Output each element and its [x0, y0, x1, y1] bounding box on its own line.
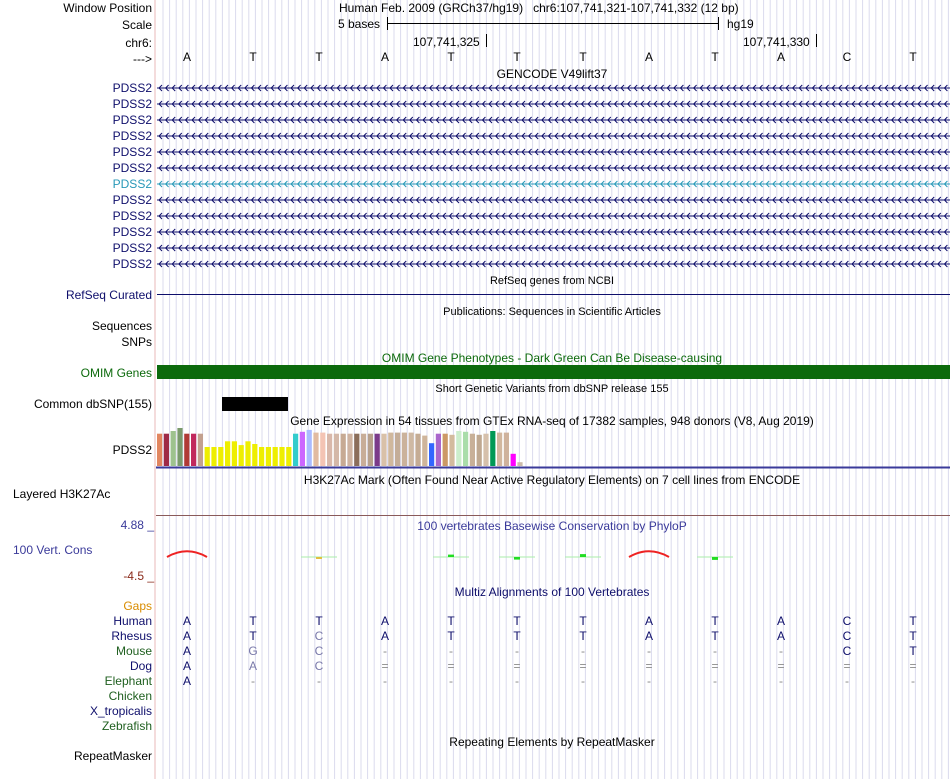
window-position-text [339, 1, 739, 15]
gencode-gene-label[interactable]: PDSS2 [112, 177, 152, 191]
assembly-name: Human Feb. 2009 (GRCh37/hg19) [339, 1, 524, 15]
publications-snps-label[interactable]: SNPs [121, 335, 152, 349]
multiz-base: - [647, 644, 651, 658]
gtex-tissue-bar[interactable] [157, 434, 162, 466]
scale-bar [388, 23, 718, 24]
multiz-base: G [248, 644, 258, 658]
gtex-tissue-bar[interactable] [477, 435, 482, 466]
multiz-base: T [579, 629, 587, 643]
dbsnp-variant[interactable] [222, 397, 288, 411]
multiz-base: T [579, 614, 587, 628]
multiz-gaps-label[interactable]: Gaps [123, 599, 152, 613]
phylop-value-mark[interactable] [580, 554, 586, 557]
multiz-base: = [711, 659, 719, 673]
gtex-tissue-bar[interactable] [266, 447, 271, 466]
multiz-species-label[interactable]: Zebrafish [101, 719, 152, 733]
gtex-tissue-bar[interactable] [293, 434, 298, 466]
gencode-track-title[interactable]: GENCODE V49lift37 [496, 67, 608, 81]
gencode-gene-label[interactable]: PDSS2 [112, 161, 152, 175]
gtex-tissue-bar[interactable] [232, 441, 237, 466]
multiz-base: = [909, 659, 917, 673]
base-letter: A [644, 50, 654, 64]
scale-label: Scale [121, 18, 152, 32]
multiz-base: A [182, 644, 192, 658]
multiz-species-label[interactable]: Human [113, 614, 152, 628]
gtex-tissue-bar[interactable] [361, 434, 366, 466]
gtex-tissue-bar[interactable] [422, 436, 427, 466]
phylop-value-mark[interactable] [167, 551, 207, 557]
multiz-base: A [380, 629, 390, 643]
multiz-base: - [449, 674, 453, 688]
gtex-tissue-bar[interactable] [320, 433, 325, 466]
multiz-base: - [251, 674, 255, 688]
base-letter: T [513, 50, 521, 64]
multiz-base: A [776, 614, 786, 628]
multiz-base: = [513, 659, 521, 673]
refseq-label[interactable]: RefSeq Curated [65, 288, 152, 302]
multiz-base: C [842, 629, 852, 643]
omim-label[interactable]: OMIM Genes [80, 366, 152, 380]
gtex-tissue-bar[interactable] [211, 447, 216, 466]
gencode-gene-label[interactable]: PDSS2 [112, 97, 152, 111]
gencode-gene-label[interactable]: PDSS2 [112, 145, 152, 159]
multiz-base: - [713, 644, 717, 658]
scale-text: 5 bases [338, 17, 381, 31]
repeatmasker-track-title[interactable]: Repeating Elements by RepeatMasker [449, 735, 655, 749]
multiz-base: - [383, 674, 387, 688]
multiz-base: - [713, 674, 717, 688]
gtex-tissue-bar[interactable] [388, 433, 393, 466]
gtex-tissue-bar[interactable] [490, 431, 495, 466]
multiz-species-label[interactable]: Rhesus [111, 629, 152, 643]
gtex-tissue-bar[interactable] [225, 441, 230, 466]
multiz-species-label[interactable]: X_tropicalis [89, 704, 152, 718]
gtex-tissue-bar[interactable] [347, 434, 352, 466]
base-letter: A [380, 50, 390, 64]
base-letter: T [711, 50, 719, 64]
gtex-tissue-bar[interactable] [456, 431, 461, 466]
multiz-base: - [779, 674, 783, 688]
multiz-species-label[interactable]: Chicken [108, 689, 152, 703]
multiz-base: A [248, 659, 258, 673]
multiz-base: T [909, 644, 917, 658]
multiz-base: C [314, 659, 324, 673]
multiz-species-label[interactable]: Elephant [104, 674, 152, 688]
phylop-label[interactable]: 100 Vert. Cons [13, 543, 93, 557]
gtex-tissue-bar[interactable] [205, 447, 210, 466]
multiz-base: C [842, 644, 852, 658]
gtex-tissue-bar[interactable] [164, 434, 169, 466]
h3k27ac-label[interactable]: Layered H3K27Ac [13, 487, 111, 501]
coord-label-2: 107,741,330 [743, 35, 810, 49]
multiz-base: T [909, 614, 917, 628]
multiz-base: A [380, 614, 390, 628]
coord-label-1: 107,741,325 [413, 35, 480, 49]
gtex-tissue-bar[interactable] [402, 433, 407, 466]
gtex-tissue-bar[interactable] [259, 447, 264, 466]
gtex-tissue-bar[interactable] [436, 434, 441, 466]
gtex-tissue-bar[interactable] [497, 433, 502, 466]
gtex-tissue-bar[interactable] [198, 434, 203, 466]
multiz-base: - [779, 644, 783, 658]
gtex-tissue-bar[interactable] [313, 433, 318, 466]
scale-bar-right-tick [718, 17, 719, 30]
base-letter: A [182, 50, 192, 64]
gtex-tissue-bar[interactable] [273, 447, 278, 466]
omim-track-title[interactable]: OMIM Gene Phenotypes - Dark Green Can Be Disease-causing [381, 351, 723, 365]
gtex-tissue-bar[interactable] [334, 434, 339, 466]
gencode-gene-label[interactable]: PDSS2 [112, 241, 152, 255]
gtex-tissue-bar[interactable] [307, 430, 312, 466]
multiz-base: A [644, 614, 654, 628]
gtex-tissue-bar[interactable] [395, 433, 400, 466]
phylop-value-mark[interactable] [448, 555, 454, 557]
multiz-base: = [777, 659, 785, 673]
multiz-base: T [249, 614, 257, 628]
dbsnp-track-title[interactable]: Short Genetic Variants from dbSNP release 155 [435, 383, 669, 395]
refseq-track-title[interactable]: RefSeq genes from NCBI [489, 275, 615, 287]
gtex-track-title[interactable]: Gene Expression in 54 tissues from GTEx RNA-seq of 17382 samples, 948 donors (V8, Aug 2019) [290, 414, 814, 428]
base-letter: T [909, 50, 917, 64]
multiz-base: C [842, 614, 852, 628]
gtex-tissue-bar[interactable] [286, 447, 291, 466]
gtex-tissue-bar[interactable] [483, 434, 488, 466]
gencode-gene-label[interactable]: PDSS2 [112, 113, 152, 127]
gtex-tissue-bar[interactable] [245, 441, 250, 466]
multiz-base: A [182, 674, 192, 688]
publications-sequences-label[interactable]: Sequences [91, 319, 152, 333]
multiz-base: T [249, 629, 257, 643]
phylop-track-title[interactable]: 100 vertebrates Basewise Conservation by PhyloP [417, 519, 687, 533]
gencode-gene-label[interactable]: PDSS2 [112, 81, 152, 95]
base-letter: C [842, 50, 852, 64]
publications-track-title[interactable]: Publications: Sequences in Scientific Articles [443, 306, 661, 318]
gtex-tissue-bar[interactable] [327, 434, 332, 466]
multiz-base: = [447, 659, 455, 673]
gencode-gene-label[interactable]: PDSS2 [112, 209, 152, 223]
phylop-min-label: -4.5 _ [123, 569, 154, 583]
scale-bar-left-tick [387, 17, 388, 30]
multiz-base: = [843, 659, 851, 673]
base-letter: A [776, 50, 786, 64]
gtex-tissue-bar[interactable] [449, 435, 454, 466]
gtex-tissue-bar[interactable] [511, 454, 516, 466]
coord-tick-2 [816, 34, 817, 47]
gencode-gene-label[interactable]: PDSS2 [112, 225, 152, 239]
base-letter: T [315, 50, 323, 64]
gtex-tissue-bar[interactable] [368, 434, 373, 466]
multiz-species-label[interactable]: Mouse [115, 644, 152, 658]
multiz-base: A [644, 629, 654, 643]
gtex-tissue-bar[interactable] [191, 434, 196, 466]
multiz-base: A [182, 659, 192, 673]
multiz-base: C [314, 629, 324, 643]
multiz-track-title[interactable]: Multiz Alignments of 100 Vertebrates [454, 585, 650, 599]
multiz-base: T [711, 629, 719, 643]
gtex-tissue-bar[interactable] [218, 447, 223, 466]
position-range: chr6:107,741,321-107,741,332 (12 bp) [533, 1, 739, 15]
repeatmasker-label[interactable]: RepeatMasker [73, 749, 152, 763]
multiz-base: = [645, 659, 653, 673]
gtex-tissue-bar[interactable] [279, 447, 284, 466]
base-letter: T [447, 50, 455, 64]
phylop-max-label: 4.88 _ [120, 518, 154, 532]
gtex-tissue-bar[interactable] [429, 443, 434, 466]
gtex-tissue-bar[interactable] [463, 432, 468, 466]
phylop-value-mark[interactable] [514, 557, 520, 560]
multiz-base: - [515, 644, 519, 658]
multiz-base: - [317, 674, 321, 688]
dbsnp-label[interactable]: Common dbSNP(155) [33, 397, 152, 411]
gtex-label[interactable]: PDSS2 [112, 443, 152, 457]
gtex-tissue-bar[interactable] [177, 428, 182, 466]
gtex-tissue-bar[interactable] [300, 432, 305, 466]
multiz-base: - [383, 644, 387, 658]
multiz-base: - [845, 674, 849, 688]
gencode-gene-label[interactable]: PDSS2 [112, 193, 152, 207]
multiz-base: T [315, 614, 323, 628]
multiz-base: C [314, 644, 324, 658]
gtex-tissue-bar[interactable] [443, 434, 448, 466]
multiz-base: = [579, 659, 587, 673]
gtex-tissue-bar[interactable] [375, 434, 380, 466]
omim-gene-bar[interactable] [157, 365, 950, 379]
multiz-base: - [911, 674, 915, 688]
phylop-value-mark[interactable] [316, 557, 322, 559]
strand-arrow-label[interactable]: ---> [133, 52, 152, 66]
phylop-value-mark[interactable] [712, 557, 718, 560]
h3k27ac-track-title[interactable]: H3K27Ac Mark (Often Found Near Active Regulatory Elements) on 7 cell lines from ENCODE [303, 473, 801, 487]
base-letter: T [579, 50, 587, 64]
gtex-tissue-bar[interactable] [354, 434, 359, 466]
multiz-base: A [776, 629, 786, 643]
multiz-base: - [449, 644, 453, 658]
multiz-base: - [515, 674, 519, 688]
multiz-base: - [581, 674, 585, 688]
multiz-base: T [513, 629, 521, 643]
multiz-base: - [581, 644, 585, 658]
base-letter: T [249, 50, 257, 64]
multiz-base: A [182, 629, 192, 643]
window-position-label: Window Position [63, 1, 152, 15]
gtex-tissue-bar[interactable] [184, 434, 189, 466]
multiz-base: T [447, 614, 455, 628]
gtex-tissue-bar[interactable] [415, 434, 420, 466]
multiz-base: T [711, 614, 719, 628]
gencode-gene-label[interactable]: PDSS2 [112, 129, 152, 143]
gtex-tissue-bar[interactable] [171, 431, 176, 466]
gtex-tissue-bar[interactable] [409, 433, 414, 466]
gtex-tissue-bar[interactable] [341, 434, 346, 466]
gtex-tissue-bar[interactable] [252, 444, 257, 466]
multiz-base: A [182, 614, 192, 628]
coord-tick-1 [486, 34, 487, 47]
multiz-base: T [447, 629, 455, 643]
multiz-base: T [909, 629, 917, 643]
phylop-value-mark[interactable] [629, 551, 669, 557]
multiz-base: - [647, 674, 651, 688]
gtex-tissue-bar[interactable] [239, 445, 244, 466]
multiz-base: = [381, 659, 389, 673]
gtex-tissue-bar[interactable] [517, 462, 522, 466]
gtex-tissue-bar[interactable] [470, 434, 475, 466]
chrom-label: chr6: [125, 36, 152, 50]
gtex-tissue-bar[interactable] [381, 434, 386, 466]
multiz-base: T [513, 614, 521, 628]
multiz-species-label[interactable]: Dog [129, 659, 152, 673]
gtex-tissue-bar[interactable] [504, 433, 509, 466]
db-label: hg19 [727, 17, 754, 31]
gencode-gene-label[interactable]: PDSS2 [112, 257, 152, 271]
